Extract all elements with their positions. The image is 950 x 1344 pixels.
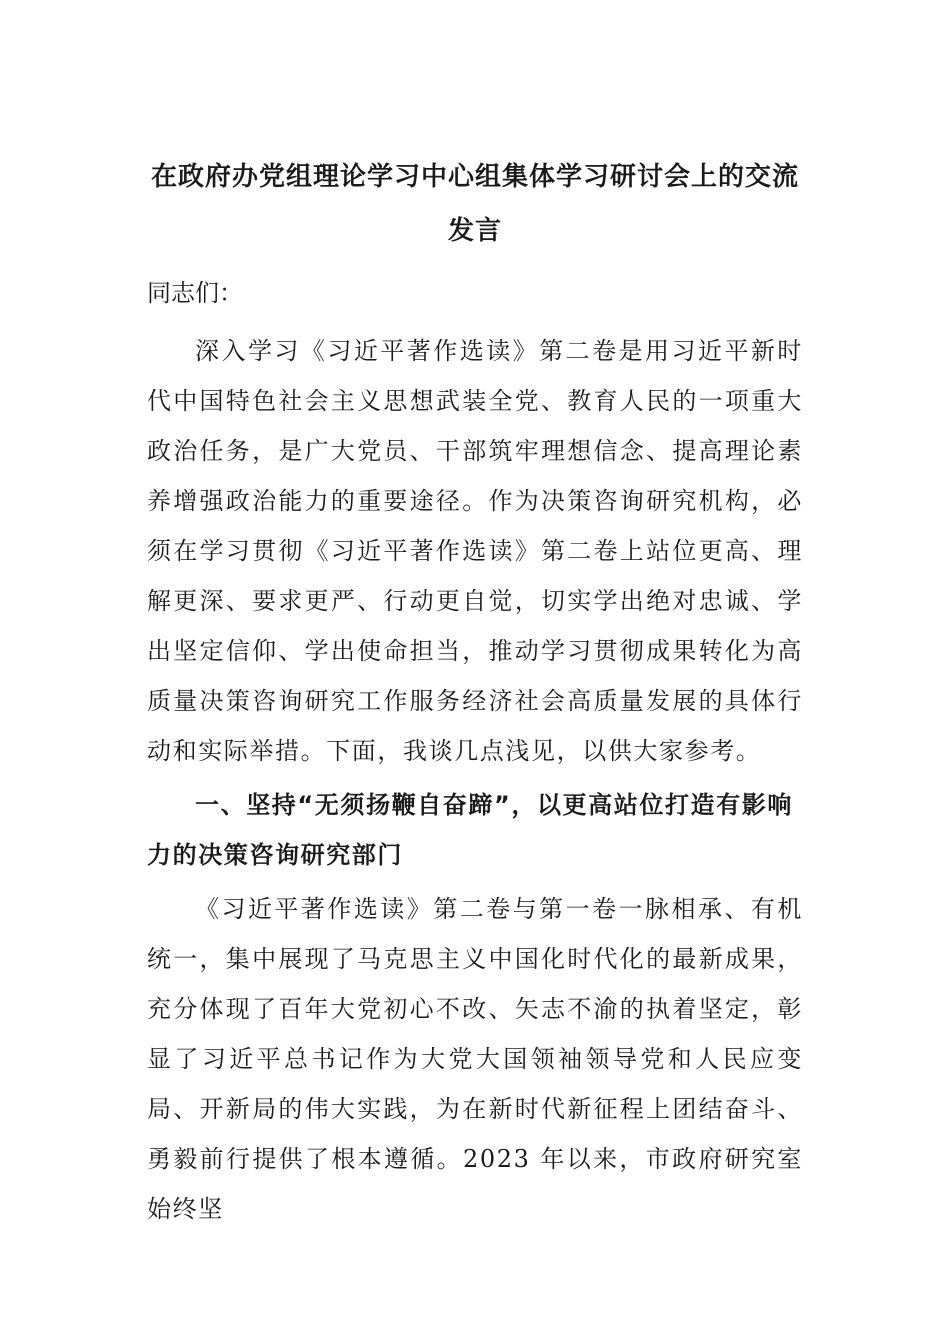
section-1-paragraph: 《习近平著作选读》第二卷与第一卷一脉相承、有机统一，集中展现了马克思主义中国化时代化的最新成果，充分体现了百年大党初心不改、矢志不渝的执着坚定，彰显了习近平总书记作为大党大国领袖领导党和人民应变局、开新局的伟大实践，为在新时代新征程上团结奋斗、勇毅前行提供了根本遵循。2023 年以来，市政府研究室始终坚 [147, 895, 803, 1223]
document-page [147, 150, 803, 1234]
section-1-heading: 一、坚持“无须扬鞭自奋蹄”，以更高站位打造有影响力的决策咨询研究部门 [147, 791, 793, 869]
salutation: 同志们： [147, 279, 243, 307]
document-title: 在政府办党组理论学习中心组集体学习研讨会上的交流发言 [150, 162, 799, 246]
intro-paragraph: 深入学习《习近平著作选读》第二卷是用习近平新时代中国特色社会主义思想武装全党、教育人民的一项重大政治任务，是广大党员、干部筑牢理想信念、提高理论素养增强政治能力的重要途径。作为决策咨询研究机构，必须在学习贯彻《习近平著作选读》第二卷上站位更高、理解更深、要求更严、行动更自觉，切实学出绝对忠诚、学出坚定信仰、学出使命担当，推动学习贯彻成果转化为高质量决策咨询研究工作服务经济社会高质量发展的具体行动和实际举措。下面，我谈几点浅见，以供大家参考。 [147, 337, 803, 765]
